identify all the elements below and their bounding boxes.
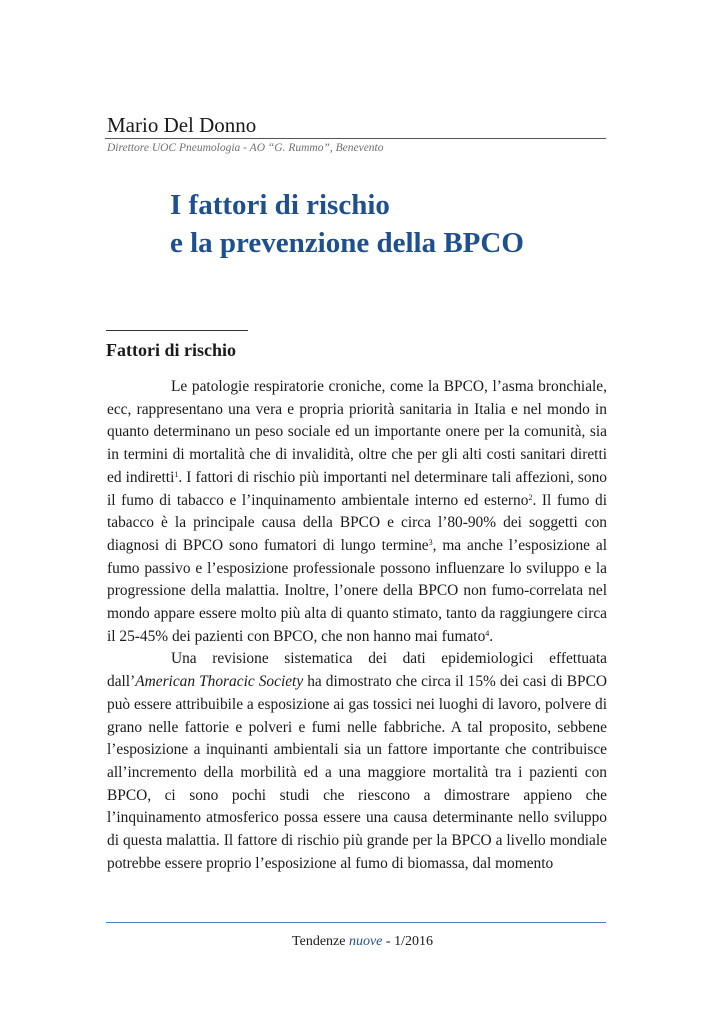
p1-text-3: . Il fumo di tabacco è la principale causa della BPCO e circa l’80-90% dei soggetti con diagnosi di BPCO sono fumatori di lungo termine: [107, 491, 607, 554]
footer-journal: Tendenze: [292, 934, 346, 949]
article-body: [107, 376, 607, 875]
page-footer: [0, 934, 725, 950]
ref-1: 1: [174, 469, 179, 479]
ref-3: 3: [428, 537, 433, 547]
p1-text-4: , ma anche l’esposizione al fumo passivo e l’esposizione professionale possono influenzare lo sviluppo e la progressione della malattia. Inoltre, l’onere della BPCO non fumo-correlata nel mondo appare essere molto più alta di quanto stimato, tanto da raggiungere circa il 25-45% dei pazienti con BPCO, che non hanno mai fumato: [107, 536, 607, 645]
p2-emphasis: American Thoracic Society: [135, 673, 304, 691]
section-heading: Fattori di rischio: [106, 340, 236, 360]
p1-text-5: .: [489, 627, 494, 645]
p2-text-1: Una revisione sistematica dei dati epidemiologici effettuata dall’: [107, 650, 607, 691]
title-line-2: e la prevenzione della BPCO: [170, 227, 524, 259]
section-divider: [106, 330, 248, 331]
footer-divider: [106, 922, 606, 923]
p2-text-2: ha dimostrato che circa il 15% dei casi di BPCO può essere attribuibile a esposizione ai gas tossici nei luoghi di lavoro, polvere di grano nelle fattorie e polveri e fumi nelle fabbriche. A tal proposito, sebbene l’esposizione a inquinanti ambientali sia un fattore importante che contribuisce all’incremento della morbilità ed a una maggiore mortalità tra i pazienti con BPCO, ci sono pochi studi che riescono a dimostrare appieno che l’inquinamento atmosferico possa essere una causa determinante nello sviluppo di questa malattia. Il fattore di rischio più grande per la BPCO a livello mondiale potrebbe essere proprio l’esposizione al fumo di biomassa, dal momento: [107, 673, 607, 872]
p1-text-1: Le patologie respiratorie croniche, come la BPCO, l’asma bronchiale, ecc, rappresentano una vera e propria priorità sanitaria in Italia e nel mondo in quanto determinano un peso sociale ed un importante onere per la comunità, sia in termini di mortalità che di invalidità, oltre che per gli alti costi sanitari diretti ed indiretti: [107, 378, 607, 486]
title-line-1: I fattori di rischio: [170, 189, 390, 221]
footer-issue: - 1/2016: [385, 934, 433, 949]
paragraph-1: [107, 376, 607, 648]
footer-journal-emphasis: nuove: [348, 934, 383, 949]
ref-4: 4: [485, 628, 490, 638]
author-affiliation: Direttore UOC Pneumologia - AO “G. Rummo”, Benevento: [107, 142, 384, 154]
article-title: [170, 186, 600, 262]
author-name: Mario Del Donno: [107, 113, 257, 137]
p1-text-2: . I fattori di rischio più importanti nel determinare tali affezioni, sono il fumo di tabacco e l’inquinamento ambientale interno ed esterno: [107, 468, 607, 509]
author-divider: [105, 138, 606, 139]
paragraph-2: [107, 648, 607, 875]
ref-2: 2: [528, 492, 533, 502]
